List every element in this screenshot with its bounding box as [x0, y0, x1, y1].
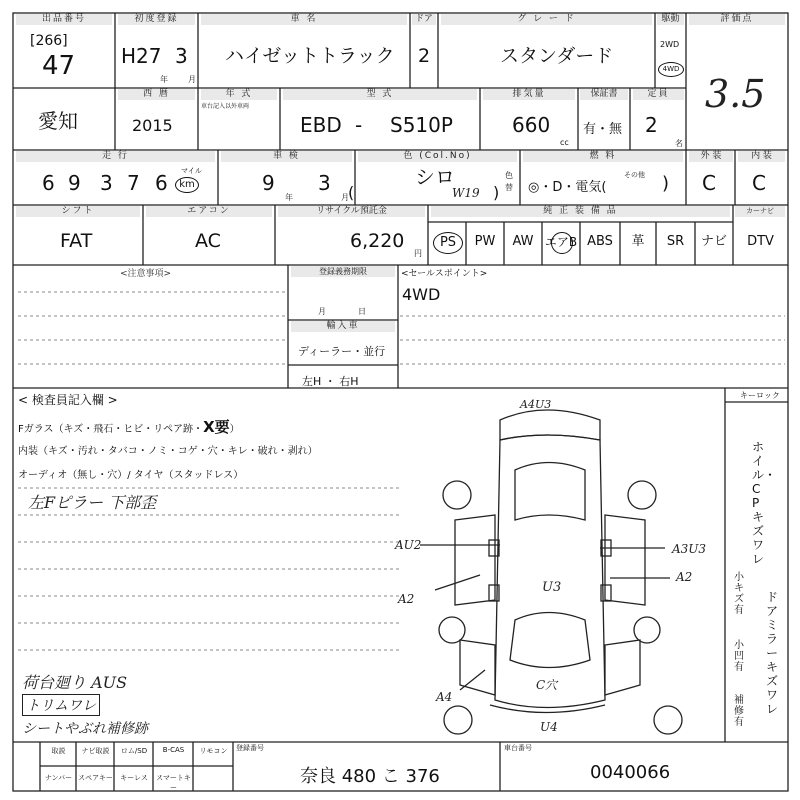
inspector-note-3: トリムワレ	[22, 694, 100, 716]
western-year-label: 西 暦	[118, 89, 195, 100]
doors: 2	[418, 45, 431, 67]
inspector-note-2: 荷台廻り AUS	[22, 673, 128, 692]
steering: 左H ・ 右H	[302, 375, 359, 388]
grade-label: グ レ ー ド	[441, 14, 652, 25]
mileage-digit-4: 7	[127, 171, 140, 195]
lot-no-label: 出品番号	[16, 14, 112, 25]
interior-value: C	[752, 171, 766, 195]
warranty-label: 保証書	[580, 89, 628, 100]
model-code: S510P	[390, 113, 453, 137]
diagram-bottom: U4	[540, 720, 558, 734]
fuel-options: ◎・D・電気(	[528, 180, 607, 195]
key-label: キーロック	[740, 391, 780, 400]
displacement-value: 660	[512, 113, 551, 137]
footer-r2-4: スマートキー	[156, 774, 191, 792]
plate-label: 登録番号	[236, 744, 264, 752]
diagram-center: U3	[542, 580, 562, 595]
inspector-note-4: シートやぶれ補修跡	[22, 721, 148, 737]
dealer-parallel: ディーラー・並行	[298, 345, 386, 358]
car-navi-label: カーナビ	[735, 206, 785, 217]
diagram-right-top: A3U3	[672, 542, 707, 556]
car-name: ハイゼットトラック	[225, 45, 395, 67]
inspection-month-unit: 月	[341, 193, 349, 202]
lot-number: 47	[42, 51, 76, 81]
inspection-year-unit: 年	[285, 193, 293, 202]
footer-r1-4: B-CAS	[162, 746, 185, 754]
rating-value: 3.5	[705, 72, 766, 116]
side-note-3c: 補修有	[734, 695, 744, 728]
diagram-left-top: AU2	[395, 538, 422, 552]
drive-4wd: 4WD	[658, 62, 684, 77]
drive-label: 駆動	[657, 14, 684, 25]
chassis-number: 0040066	[590, 762, 671, 783]
mileage-unit-alt: マイル	[181, 167, 202, 175]
mileage-digit-3: 3	[100, 171, 113, 195]
equipment-label: 純 正 装 備 品	[431, 206, 730, 217]
recycle-label: リサイクル預託金	[278, 206, 425, 217]
footer-r1-5: リモコン	[199, 747, 228, 755]
grade: スタンダード	[500, 45, 614, 67]
equip-leather: 革	[631, 234, 645, 249]
diagram-front: A4U3	[520, 398, 552, 411]
mileage-unit: km	[175, 177, 199, 193]
capacity-value: 2	[645, 113, 658, 137]
recycle-unit: 円	[414, 249, 422, 258]
inspection-month: 3	[318, 171, 331, 195]
registration-label: 登録義務期限	[291, 266, 395, 277]
capacity-unit: 名	[675, 139, 683, 148]
model-prefix: EBD	[300, 113, 342, 137]
equip-sr: SR	[666, 234, 685, 249]
mileage-digit-5: 6	[155, 171, 168, 195]
first-reg-year-unit: 年	[160, 75, 168, 84]
color-change-label: 色替	[505, 171, 513, 192]
color-label: 色 (Col.No)	[358, 151, 517, 162]
fuel-label: 燃 料	[523, 151, 683, 162]
recycle-value: 6,220	[350, 230, 405, 252]
shift-label: シフト	[16, 206, 140, 217]
aircon-label: エアコン	[146, 206, 272, 217]
footer-r1-2: ナビ取説	[81, 747, 110, 755]
doors-label: ドア	[412, 14, 436, 25]
equip-ps: PS	[433, 232, 463, 254]
plate-number: 奈良 480 こ 376	[300, 766, 440, 787]
equip-dtv: DTV	[747, 234, 774, 249]
footer-r2-2: スペアキー	[78, 774, 113, 782]
mileage-digit-1: 6	[42, 171, 55, 195]
warranty-value: 有・無	[583, 122, 623, 137]
equip-navi: ナビ	[700, 234, 727, 249]
color-paren-open: (	[348, 183, 355, 202]
region: 愛知	[38, 109, 78, 133]
import-label: 輸入車	[291, 321, 395, 332]
glass-mark: X要	[203, 418, 230, 436]
fuel-close: )	[662, 173, 670, 194]
exterior-value: C	[702, 171, 716, 195]
equip-pw: PW	[474, 234, 496, 249]
first-reg-month-unit: 月	[188, 75, 196, 84]
drive-2wd: 2WD	[660, 40, 680, 49]
inspection-year: 9	[262, 171, 275, 195]
side-note-3b: 小凹有	[734, 640, 744, 673]
diagram-left-bottom: A4	[436, 690, 453, 704]
selling-points-label: <セールスポイント>	[401, 269, 488, 279]
first-reg-era: H27	[121, 44, 162, 68]
equip-airbag: エアB	[544, 235, 578, 249]
footer-r1-1: 取説	[51, 747, 66, 755]
color-name: シロ	[415, 165, 455, 189]
mileage-digit-2: 9	[68, 171, 81, 195]
mileage-label: 走 行	[16, 151, 215, 162]
side-note-3a: 小キズ有	[734, 572, 744, 616]
equip-aw: AW	[512, 234, 534, 249]
displacement-label: 排気量	[483, 89, 575, 100]
registration-month-unit: 月	[318, 307, 326, 316]
aircon-value: AC	[195, 230, 221, 252]
notes-label: <注意事項>	[120, 269, 172, 279]
displacement-unit: cc	[560, 138, 569, 147]
inspector-title: < 検査員記入欄 >	[18, 393, 118, 407]
model-dash: -	[355, 113, 363, 137]
equip-abs: ABS	[587, 234, 613, 249]
inspector-audio: オーディオ（無し・穴）/ タイヤ（スタッドレス）	[18, 470, 244, 481]
footer-r2-3: キーレス	[120, 774, 148, 782]
color-code: W19	[452, 186, 480, 200]
diagram-rear: C穴	[536, 678, 558, 692]
color-paren-close: )	[493, 183, 500, 202]
interior-label: 内 装	[738, 151, 785, 162]
lot-box: [266]	[30, 33, 68, 49]
exterior-label: 外 装	[689, 151, 733, 162]
equip-airbag-mark	[551, 232, 573, 254]
model-year-label: 年 式	[201, 89, 277, 100]
inspector-note-1: 左Fピラー 下部歪	[28, 493, 157, 512]
first-reg-month: 3	[175, 44, 188, 68]
rating-label: 評価点	[689, 14, 785, 25]
car-name-label: 車 名	[201, 14, 407, 25]
inspector-glass: Fガラス（キズ・飛石・ヒビ・リペア跡・X要）	[18, 418, 240, 436]
shift-value: FAT	[60, 230, 93, 252]
model-code-label: 型 式	[283, 89, 477, 100]
footer-r2-1: ナンバー	[44, 774, 73, 782]
western-year: 2015	[132, 116, 173, 135]
side-note-1: ホイル・CPキズワレ	[752, 440, 777, 566]
inspection-label: 車 検	[221, 151, 352, 162]
registration-day-unit: 日	[358, 307, 366, 316]
first-reg-label: 初度登録	[118, 14, 195, 25]
fuel-other: その他	[624, 171, 645, 179]
capacity-label: 定員	[633, 89, 684, 100]
diagram-right-mid: A2	[676, 570, 693, 584]
chassis-label: 車台番号	[504, 744, 532, 752]
inspector-interior: 内装（キズ・汚れ・タバコ・ノミ・コゲ・穴・キレ・破れ・剥れ）	[18, 446, 318, 457]
side-note-2: ドアミラーキズワレ	[766, 590, 779, 716]
diagram-left-mid: A2	[398, 592, 415, 606]
model-year-note: 車台記入以外車両	[201, 103, 250, 110]
selling-points: 4WD	[402, 285, 441, 304]
footer-r1-3: ロム/SD	[120, 747, 148, 755]
